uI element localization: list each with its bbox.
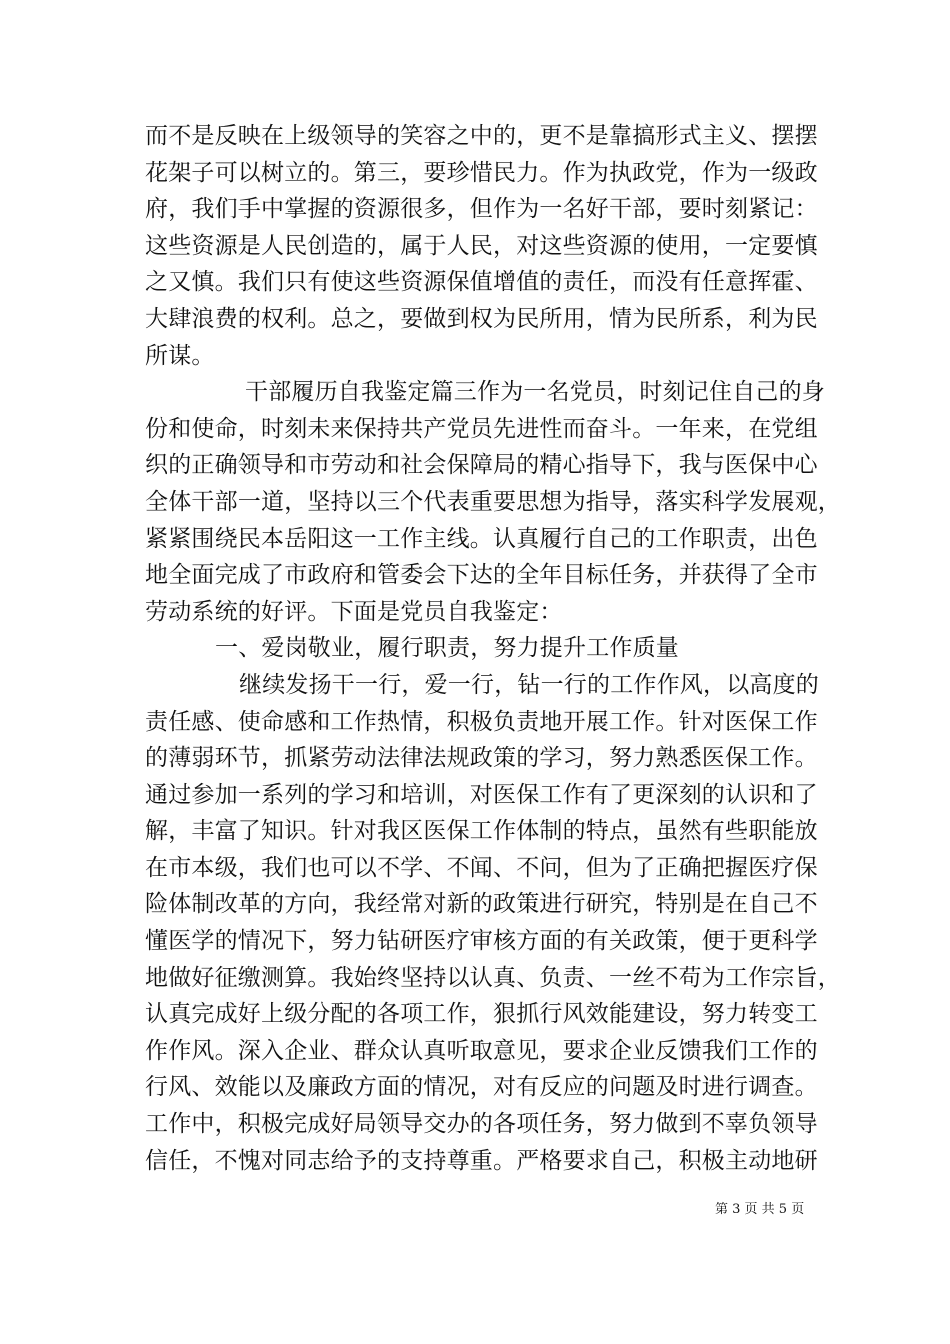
text-line: 作作风。深入企业、群众认真听取意见，要求企业反馈我们工作的 bbox=[145, 1037, 818, 1064]
text-line: 信任，不愧对同志给予的支持尊重。严格要求自己，积极主动地研 bbox=[145, 1147, 818, 1174]
page-number-footer: 第 3 页 共 5 页 bbox=[715, 1202, 805, 1217]
text-line: 地做好征缴测算。我始终坚持以认真、负责、一丝不苟为工作宗旨， bbox=[145, 964, 841, 991]
text-line: 而不是反映在上级领导的笑容之中的，更不是靠搞形式主义、摆摆 bbox=[145, 123, 818, 149]
text-line: 的薄弱环节，抓紧劳动法律法规政策的学习，努力熟悉医保工作。 bbox=[145, 745, 818, 772]
text-line: 险体制改革的方向，我经常对新的政策进行研究，特别是在自己不 bbox=[145, 891, 818, 918]
text-line: 这些资源是人民创造的，属于人民，对这些资源的使用，一定要慎 bbox=[145, 232, 818, 259]
document-body bbox=[145, 118, 841, 1179]
text-line: 所谋。 bbox=[145, 342, 215, 369]
text-line: 认真完成好上级分配的各项工作，狠抓行风效能建设，努力转变工 bbox=[145, 1001, 818, 1028]
text-line: 懂医学的情况下，努力钻研医疗审核方面的有关政策，便于更科学 bbox=[145, 928, 818, 955]
text-line: 份和使命，时刻未来保持共产党员先进性而奋斗。一年来，在党组 bbox=[145, 415, 818, 442]
text-line: 紧紧围绕民本岳阳这一工作主线。认真履行自己的工作职责，出色 bbox=[145, 525, 818, 552]
text-line: 全体干部一道，坚持以三个代表重要思想为指导，落实科学发展观， bbox=[145, 488, 841, 515]
text-line: 地全面完成了市政府和管委会下达的全年目标任务，并获得了全市 bbox=[145, 562, 818, 589]
text-line: 工作中，积极完成好局领导交办的各项任务，努力做到不辜负领导 bbox=[145, 1111, 818, 1138]
text-line: 劳动系统的好评。下面是党员自我鉴定： bbox=[145, 598, 563, 625]
text-line: 责任感、使命感和工作热情，积极负责地开展工作。针对医保工作 bbox=[145, 708, 818, 735]
paragraph-start-line: 继续发扬干一行，爱一行，钻一行的工作作风，以高度的 bbox=[239, 671, 819, 698]
text-line: 花架子可以树立的。第三，要珍惜民力。作为执政党，作为一级政 bbox=[145, 159, 818, 186]
section-heading: 一、爱岗敬业，履行职责，努力提升工作质量 bbox=[215, 635, 679, 662]
text-line: 之又慎。我们只有使这些资源保值增值的责任，而没有任意挥霍、 bbox=[145, 269, 818, 296]
text-line: 府，我们手中掌握的资源很多，但作为一名好干部，要时刻紧记： bbox=[145, 196, 818, 223]
text-line: 大肆浪费的权利。总之，要做到权为民所用，情为民所系，利为民 bbox=[145, 305, 818, 332]
paragraph-start-line: 干部履历自我鉴定篇三作为一名党员，时刻记住自己的身 bbox=[245, 379, 825, 406]
text-line: 行风、效能以及廉政方面的情况，对有反应的问题及时进行调查。 bbox=[145, 1074, 818, 1101]
text-line: 解，丰富了知识。针对我区医保工作体制的特点，虽然有些职能放 bbox=[145, 818, 818, 845]
text-line: 织的正确领导和市劳动和社会保障局的精心指导下，我与医保中心 bbox=[145, 452, 818, 479]
text-line: 通过参加一系列的学习和培训，对医保工作有了更深刻的认识和了 bbox=[145, 781, 818, 808]
text-line: 在市本级，我们也可以不学、不闻、不问，但为了正确把握医疗保 bbox=[145, 854, 818, 881]
